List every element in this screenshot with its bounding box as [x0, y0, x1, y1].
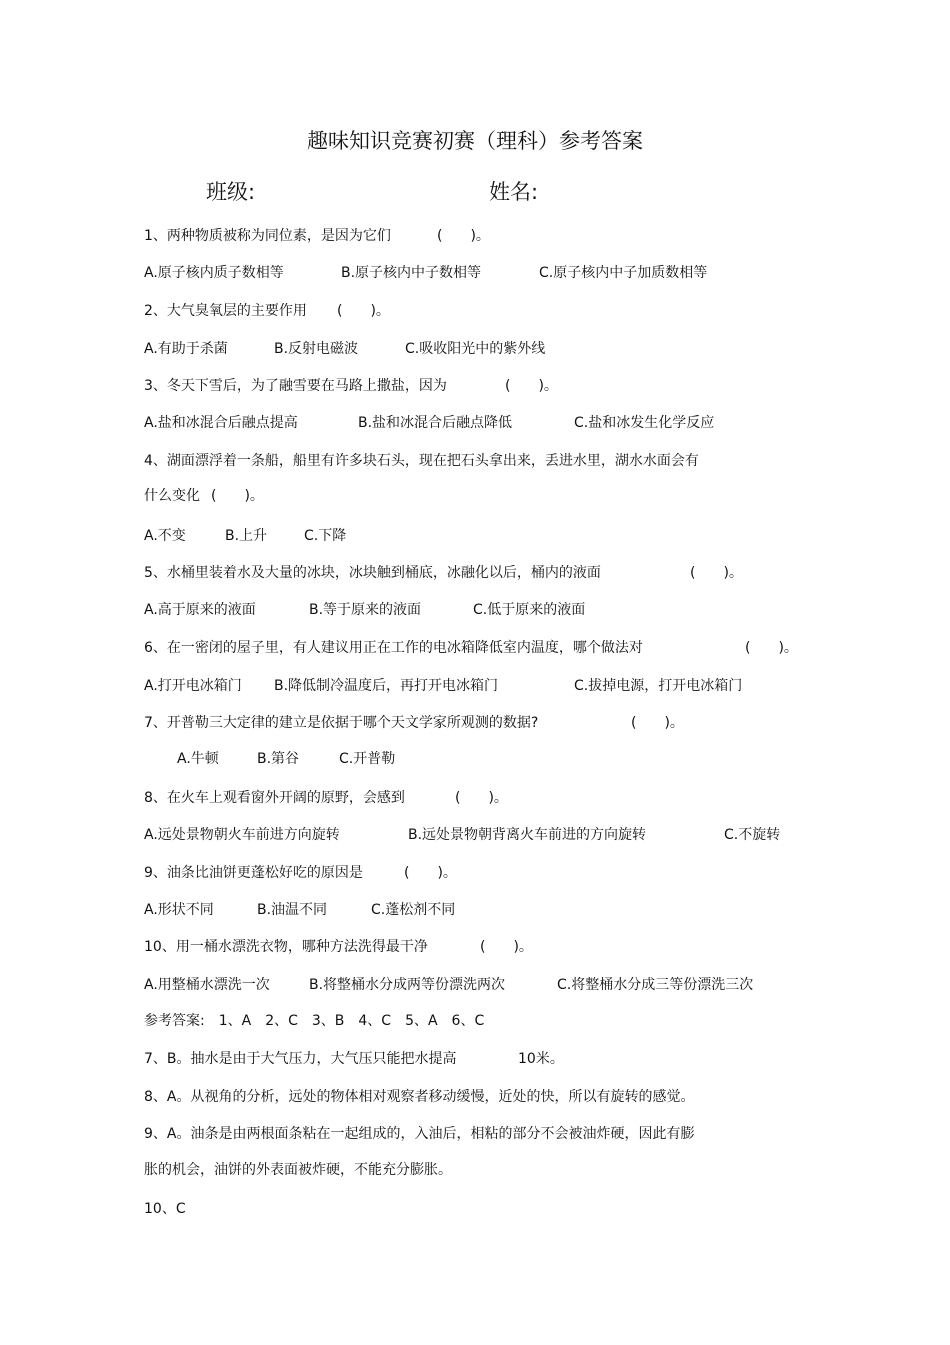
- question-1-paren: ( )。: [437, 228, 490, 244]
- question-10-paren: ( )。: [480, 939, 533, 955]
- question-3-option-b: B.盐和冰混合后融点降低: [358, 415, 513, 431]
- question-7-option-a: A.牛顿: [177, 751, 219, 767]
- name-label: 姓名:: [489, 180, 539, 204]
- question-4-option-a: A.不变: [144, 528, 186, 544]
- question-9-stem: 9、油条比油饼更蓬松好吃的原因是: [144, 865, 363, 881]
- question-8-option-b: B.远处景物朝背离火车前进的方向旋转: [408, 827, 647, 843]
- question-8-paren: ( )。: [455, 790, 508, 806]
- question-6-stem: 6、在一密闭的屋子里，有人建议用正在工作的电冰箱降低室内温度，哪个做法对: [144, 640, 643, 656]
- question-10-option-c: C.将整桶水分成三等份漂洗三次: [557, 977, 754, 993]
- question-1-option-c: C.原子核内中子加质数相等: [539, 265, 708, 281]
- question-5-stem: 5、水桶里装着水及大量的冰块，冰块触到桶底，冰融化以后，桶内的液面: [144, 565, 601, 581]
- question-4-option-c: C.下降: [304, 528, 347, 544]
- answer-8: 8、A。从视角的分析，远处的物体相对观察者移动缓慢，近处的快，所以有旋转的感觉。: [144, 1089, 695, 1105]
- class-label: 班级:: [206, 180, 256, 204]
- question-10-option-b: B.将整桶水分成两等份漂洗两次: [309, 977, 506, 993]
- question-6-paren: ( )。: [745, 640, 798, 656]
- question-2-option-c: C.吸收阳光中的紫外线: [405, 341, 546, 357]
- question-3-stem: 3、冬天下雪后，为了融雪要在马路上撒盐，因为: [144, 378, 447, 394]
- document-title: 趣味知识竞赛初赛（理科）参考答案: [307, 129, 643, 153]
- question-8-stem: 8、在火车上观看窗外开阔的原野，会感到: [144, 790, 405, 806]
- question-3-option-c: C.盐和冰发生化学反应: [574, 415, 715, 431]
- answer-7-value: 10米。: [518, 1051, 564, 1067]
- question-6-option-c: C.拔掉电源，打开电冰箱门: [574, 678, 743, 694]
- question-4-option-b: B.上升: [225, 528, 268, 544]
- question-8-option-a: A.远处景物朝火车前进方向旋转: [144, 827, 340, 843]
- question-7-stem: 7、开普勒三大定律的建立是依据于哪个天文学家所观测的数据?: [144, 715, 539, 731]
- question-5-paren: ( )。: [690, 565, 743, 581]
- question-4-paren: ( )。: [211, 488, 264, 504]
- question-3-option-a: A.盐和冰混合后融点提高: [144, 415, 298, 431]
- question-3-paren: ( )。: [505, 378, 558, 394]
- question-7-option-b: B.第谷: [257, 751, 300, 767]
- question-5-option-b: B.等于原来的液面: [309, 602, 422, 618]
- answer-10: 10、C: [144, 1201, 186, 1217]
- question-1-stem: 1、两种物质被称为同位素，是因为它们: [144, 228, 391, 244]
- question-10-stem: 10、用一桶水漂洗衣物，哪种方法洗得最干净: [144, 939, 428, 955]
- answer-summary: 参考答案: 1、A 2、C 3、B 4、C 5、A 6、C: [144, 1013, 485, 1029]
- question-4-stem-cont: 什么变化: [144, 488, 200, 504]
- question-9-option-a: A.形状不同: [144, 902, 214, 918]
- question-1-option-b: B.原子核内中子数相等: [341, 265, 482, 281]
- answer-9-line-2: 胀的机会，油饼的外表面被炸硬，不能充分膨胀。: [144, 1162, 452, 1178]
- question-6-option-b: B.降低制冷温度后，再打开电冰箱门: [274, 678, 499, 694]
- answer-7-text: 7、B。抽水是由于大气压力，大气压只能把水提高: [144, 1051, 457, 1067]
- question-6-option-a: A.打开电冰箱门: [144, 678, 242, 694]
- question-4-stem: 4、湖面漂浮着一条船，船里有许多块石头，现在把石头拿出来，丢进水里，湖水水面会有: [144, 453, 699, 469]
- question-8-option-c: C.不旋转: [724, 827, 781, 843]
- question-2-option-a: A.有助于杀菌: [144, 341, 228, 357]
- question-2-stem: 2、大气臭氧层的主要作用: [144, 303, 307, 319]
- question-10-option-a: A.用整桶水漂洗一次: [144, 977, 270, 993]
- question-9-paren: ( )。: [404, 865, 457, 881]
- question-7-paren: ( )。: [631, 715, 684, 731]
- question-2-option-b: B.反射电磁波: [274, 341, 359, 357]
- question-9-option-c: C.蓬松剂不同: [371, 902, 456, 918]
- question-9-option-b: B.油温不同: [257, 902, 328, 918]
- question-5-option-c: C.低于原来的液面: [473, 602, 586, 618]
- answer-9-line-1: 9、A。油条是由两根面条粘在一起组成的，入油后，相粘的部分不会被油炸硬，因此有膨: [144, 1126, 695, 1142]
- question-5-option-a: A.高于原来的液面: [144, 602, 256, 618]
- question-2-paren: ( )。: [337, 303, 390, 319]
- question-1-option-a: A.原子核内质子数相等: [144, 265, 284, 281]
- question-7-option-c: C.开普勒: [339, 751, 396, 767]
